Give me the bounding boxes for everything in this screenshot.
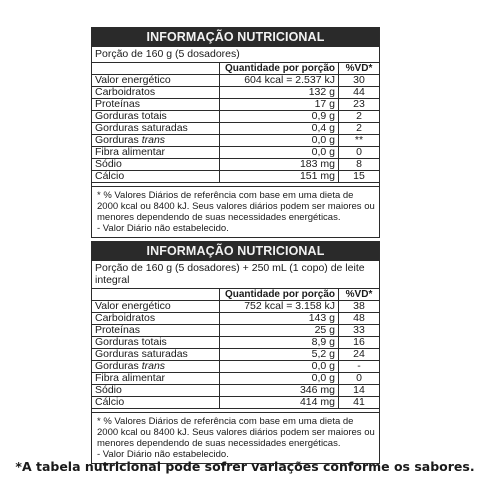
vd-column-header: %VD*	[339, 289, 380, 301]
table-title: INFORMAÇÃO NUTRICIONAL	[92, 28, 379, 47]
vd-cell: 14	[339, 385, 380, 397]
quantity-cell: 0,0 g	[220, 373, 339, 385]
vd-cell: -	[339, 361, 380, 373]
quantity-column-header: Quantidade por porção	[220, 289, 339, 301]
portion-size: Porção de 160 g (5 dosadores)	[92, 47, 379, 63]
table-row	[92, 373, 379, 385]
nutrient-name: Sódio	[95, 384, 122, 396]
vd-cell: **	[339, 135, 380, 147]
quantity-cell: 346 mg	[220, 385, 339, 397]
nutrient-label	[92, 123, 220, 135]
header-row	[92, 63, 379, 75]
nutrient-label	[92, 301, 220, 313]
quantity-cell: 151 mg	[220, 171, 339, 183]
table-row	[92, 99, 379, 111]
vd-cell: 44	[339, 87, 380, 99]
nutrient-label	[92, 313, 220, 325]
quantity-cell: 0,4 g	[220, 123, 339, 135]
quantity-cell: 0,0 g	[220, 135, 339, 147]
nutrient-name-suffix: trans	[141, 134, 166, 146]
quantity-cell: 17 g	[220, 99, 339, 111]
table-row	[92, 397, 379, 409]
nutrient-name: Cálcio	[95, 396, 125, 408]
vd-cell: 24	[339, 349, 380, 361]
nutrient-name: Proteínas	[95, 98, 140, 110]
footnote-text: * % Valores Diários de referência com base em uma dieta de 2000 kcal ou 8400 kJ. Seus valores diários podem ser maiores ou menores dependendo de suas necessidades energéticas.	[97, 190, 375, 223]
nutrient-label	[92, 75, 220, 87]
nutrient-name: Carboidratos	[95, 312, 156, 324]
table-row	[92, 301, 379, 313]
quantity-cell: 0,0 g	[220, 361, 339, 373]
nutrient-label	[92, 135, 220, 147]
nutrition-table-1	[91, 27, 380, 238]
table-row	[92, 147, 379, 159]
table-row	[92, 313, 379, 325]
nutrient-name: Fibra alimentar	[95, 146, 166, 158]
table-row	[92, 325, 379, 337]
quantity-cell: 143 g	[220, 313, 339, 325]
nutrient-name: Valor energético	[95, 300, 171, 312]
vd-cell: 0	[339, 373, 380, 385]
vd-cell: 41	[339, 397, 380, 409]
vd-cell: 38	[339, 301, 380, 313]
nutrient-name: Gorduras totais	[95, 110, 167, 122]
nutrient-name: Gorduras	[95, 134, 142, 146]
nutrient-name: Valor energético	[95, 74, 171, 86]
portion-size: Porção de 160 g (5 dosadores) + 250 mL (1 copo) de leite integral	[92, 261, 379, 289]
table-row	[92, 111, 379, 123]
vd-cell: 48	[339, 313, 380, 325]
footnote	[92, 412, 379, 463]
nutrient-name-suffix: trans	[141, 360, 166, 372]
table-row	[92, 75, 379, 87]
flavor-disclaimer: *A tabela nutricional pode sofrer variações conforme os sabores.	[15, 459, 475, 474]
nutrient-name: Gorduras saturadas	[95, 122, 188, 134]
quantity-cell: 183 mg	[220, 159, 339, 171]
vd-cell: 23	[339, 99, 380, 111]
vd-cell: 2	[339, 111, 380, 123]
quantity-cell: 0,0 g	[220, 147, 339, 159]
nutrient-name: Proteínas	[95, 324, 140, 336]
table-row	[92, 349, 379, 361]
vd-cell: 30	[339, 75, 380, 87]
table-row	[92, 135, 379, 147]
nutrient-name: Cálcio	[95, 170, 125, 182]
table-title: INFORMAÇÃO NUTRICIONAL	[92, 242, 379, 261]
footnote-text-2: - Valor Diário não estabelecido.	[97, 223, 229, 234]
quantity-cell: 0,9 g	[220, 111, 339, 123]
nutrient-label	[92, 147, 220, 159]
table-row	[92, 159, 379, 171]
table-row	[92, 171, 379, 183]
vd-cell: 16	[339, 337, 380, 349]
nutrient-name: Fibra alimentar	[95, 372, 166, 384]
vd-cell: 33	[339, 325, 380, 337]
quantity-cell: 5,2 g	[220, 349, 339, 361]
nutrient-name: Sódio	[95, 158, 122, 170]
nutrient-label	[92, 397, 220, 409]
nutrient-name: Gorduras	[95, 360, 142, 372]
footnote	[92, 186, 379, 237]
nutrient-grid	[92, 63, 379, 183]
quantity-cell: 752 kcal = 3.158 kJ	[220, 301, 339, 313]
table-row	[92, 87, 379, 99]
quantity-cell: 414 mg	[220, 397, 339, 409]
table-row	[92, 337, 379, 349]
nutrient-column-header	[92, 289, 220, 301]
nutrient-label	[92, 361, 220, 373]
table-row	[92, 361, 379, 373]
footnote-text: * % Valores Diários de referência com base em uma dieta de 2000 kcal ou 8400 kJ. Seus valores diários podem ser maiores ou menores dependendo de suas necessidades energéticas.	[97, 416, 375, 449]
vd-cell: 0	[339, 147, 380, 159]
nutrient-label	[92, 373, 220, 385]
quantity-cell: 132 g	[220, 87, 339, 99]
nutrient-column-header	[92, 63, 220, 75]
nutrient-name: Gorduras saturadas	[95, 348, 188, 360]
nutrient-label	[92, 349, 220, 361]
vd-cell: 8	[339, 159, 380, 171]
vd-cell: 2	[339, 123, 380, 135]
footnote-text-2: - Valor Diário não estabelecido.	[97, 449, 229, 460]
nutrient-label	[92, 99, 220, 111]
quantity-cell: 604 kcal = 2.537 kJ	[220, 75, 339, 87]
nutrient-label	[92, 325, 220, 337]
nutrient-label	[92, 337, 220, 349]
quantity-cell: 25 g	[220, 325, 339, 337]
quantity-cell: 8,9 g	[220, 337, 339, 349]
table-row	[92, 385, 379, 397]
nutrient-name: Gorduras totais	[95, 336, 167, 348]
vd-column-header: %VD*	[339, 63, 380, 75]
vd-cell: 15	[339, 171, 380, 183]
nutrient-label	[92, 87, 220, 99]
nutrient-label	[92, 159, 220, 171]
header-row	[92, 289, 379, 301]
nutrient-label	[92, 385, 220, 397]
nutrient-label	[92, 171, 220, 183]
nutrient-grid	[92, 289, 379, 409]
table-row	[92, 123, 379, 135]
nutrient-label	[92, 111, 220, 123]
nutrition-table-2	[91, 241, 380, 464]
quantity-column-header: Quantidade por porção	[220, 63, 339, 75]
nutrient-name: Carboidratos	[95, 86, 156, 98]
